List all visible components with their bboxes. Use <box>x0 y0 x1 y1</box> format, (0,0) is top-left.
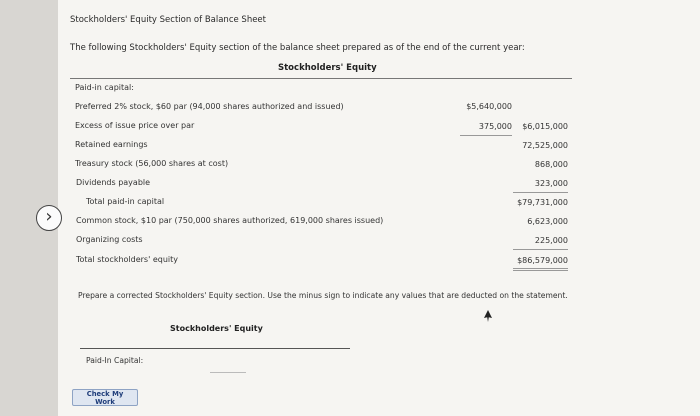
answer-row-label: Paid-In Capital: <box>86 356 144 365</box>
answer-top-rule <box>80 348 350 349</box>
row-label: Retained earnings <box>75 140 148 149</box>
instruction-text: Prepare a corrected Stockholders' Equity section. Use the minus sign to indicate any values that are deducted on the statement. <box>78 291 568 300</box>
subtotal-rule <box>513 192 568 193</box>
answer-table-title: Stockholders' Equity <box>170 324 263 333</box>
intro-text: The following Stockholders' Equity section of the balance sheet prepared as of the end of the current year: <box>70 43 525 53</box>
double-rule-top <box>513 268 568 269</box>
double-rule-bottom <box>513 270 568 271</box>
row-label: Organizing costs <box>76 235 143 244</box>
row-col2: 72,525,000 <box>522 141 568 150</box>
check-my-work-button[interactable]: Check My Work <box>72 389 138 406</box>
total-rule <box>513 249 568 250</box>
row-label: Treasury stock (56,000 shares at cost) <box>75 159 229 168</box>
row-label: Total paid-in capital <box>86 197 165 206</box>
mouse-cursor-icon <box>482 309 494 323</box>
row-label: Excess of issue price over par <box>75 121 195 130</box>
answer-input-underline[interactable] <box>210 372 246 373</box>
table-top-rule <box>70 78 572 79</box>
row-col2: 6,623,000 <box>527 217 568 226</box>
next-nav-button[interactable] <box>36 205 62 231</box>
row-col1: $5,640,000 <box>466 102 512 111</box>
table-title: Stockholders' Equity <box>278 63 377 73</box>
row-col2: 323,000 <box>534 179 568 188</box>
row-col2: 225,000 <box>534 236 568 245</box>
subtotal-rule <box>460 135 512 136</box>
chevron-right-icon: › <box>45 206 53 227</box>
section-heading: Stockholders' Equity Section of Balance Sheet <box>70 15 266 25</box>
row-col2: 868,000 <box>534 160 568 169</box>
row-col2: $79,731,000 <box>517 198 568 207</box>
row-label: Dividends payable <box>76 178 151 187</box>
row-col2: $6,015,000 <box>522 122 568 131</box>
row-label: Paid-in capital: <box>75 83 134 92</box>
row-label: Common stock, $10 par (750,000 shares authorized, 619,000 shares issued) <box>76 216 384 225</box>
row-label: Total stockholders' equity <box>76 255 179 264</box>
row-label: Preferred 2% stock, $60 par (94,000 shares authorized and issued) <box>75 102 344 111</box>
row-col1: 375,000 <box>478 122 512 131</box>
row-col2: $86,579,000 <box>517 256 568 265</box>
problem-page <box>58 0 700 416</box>
